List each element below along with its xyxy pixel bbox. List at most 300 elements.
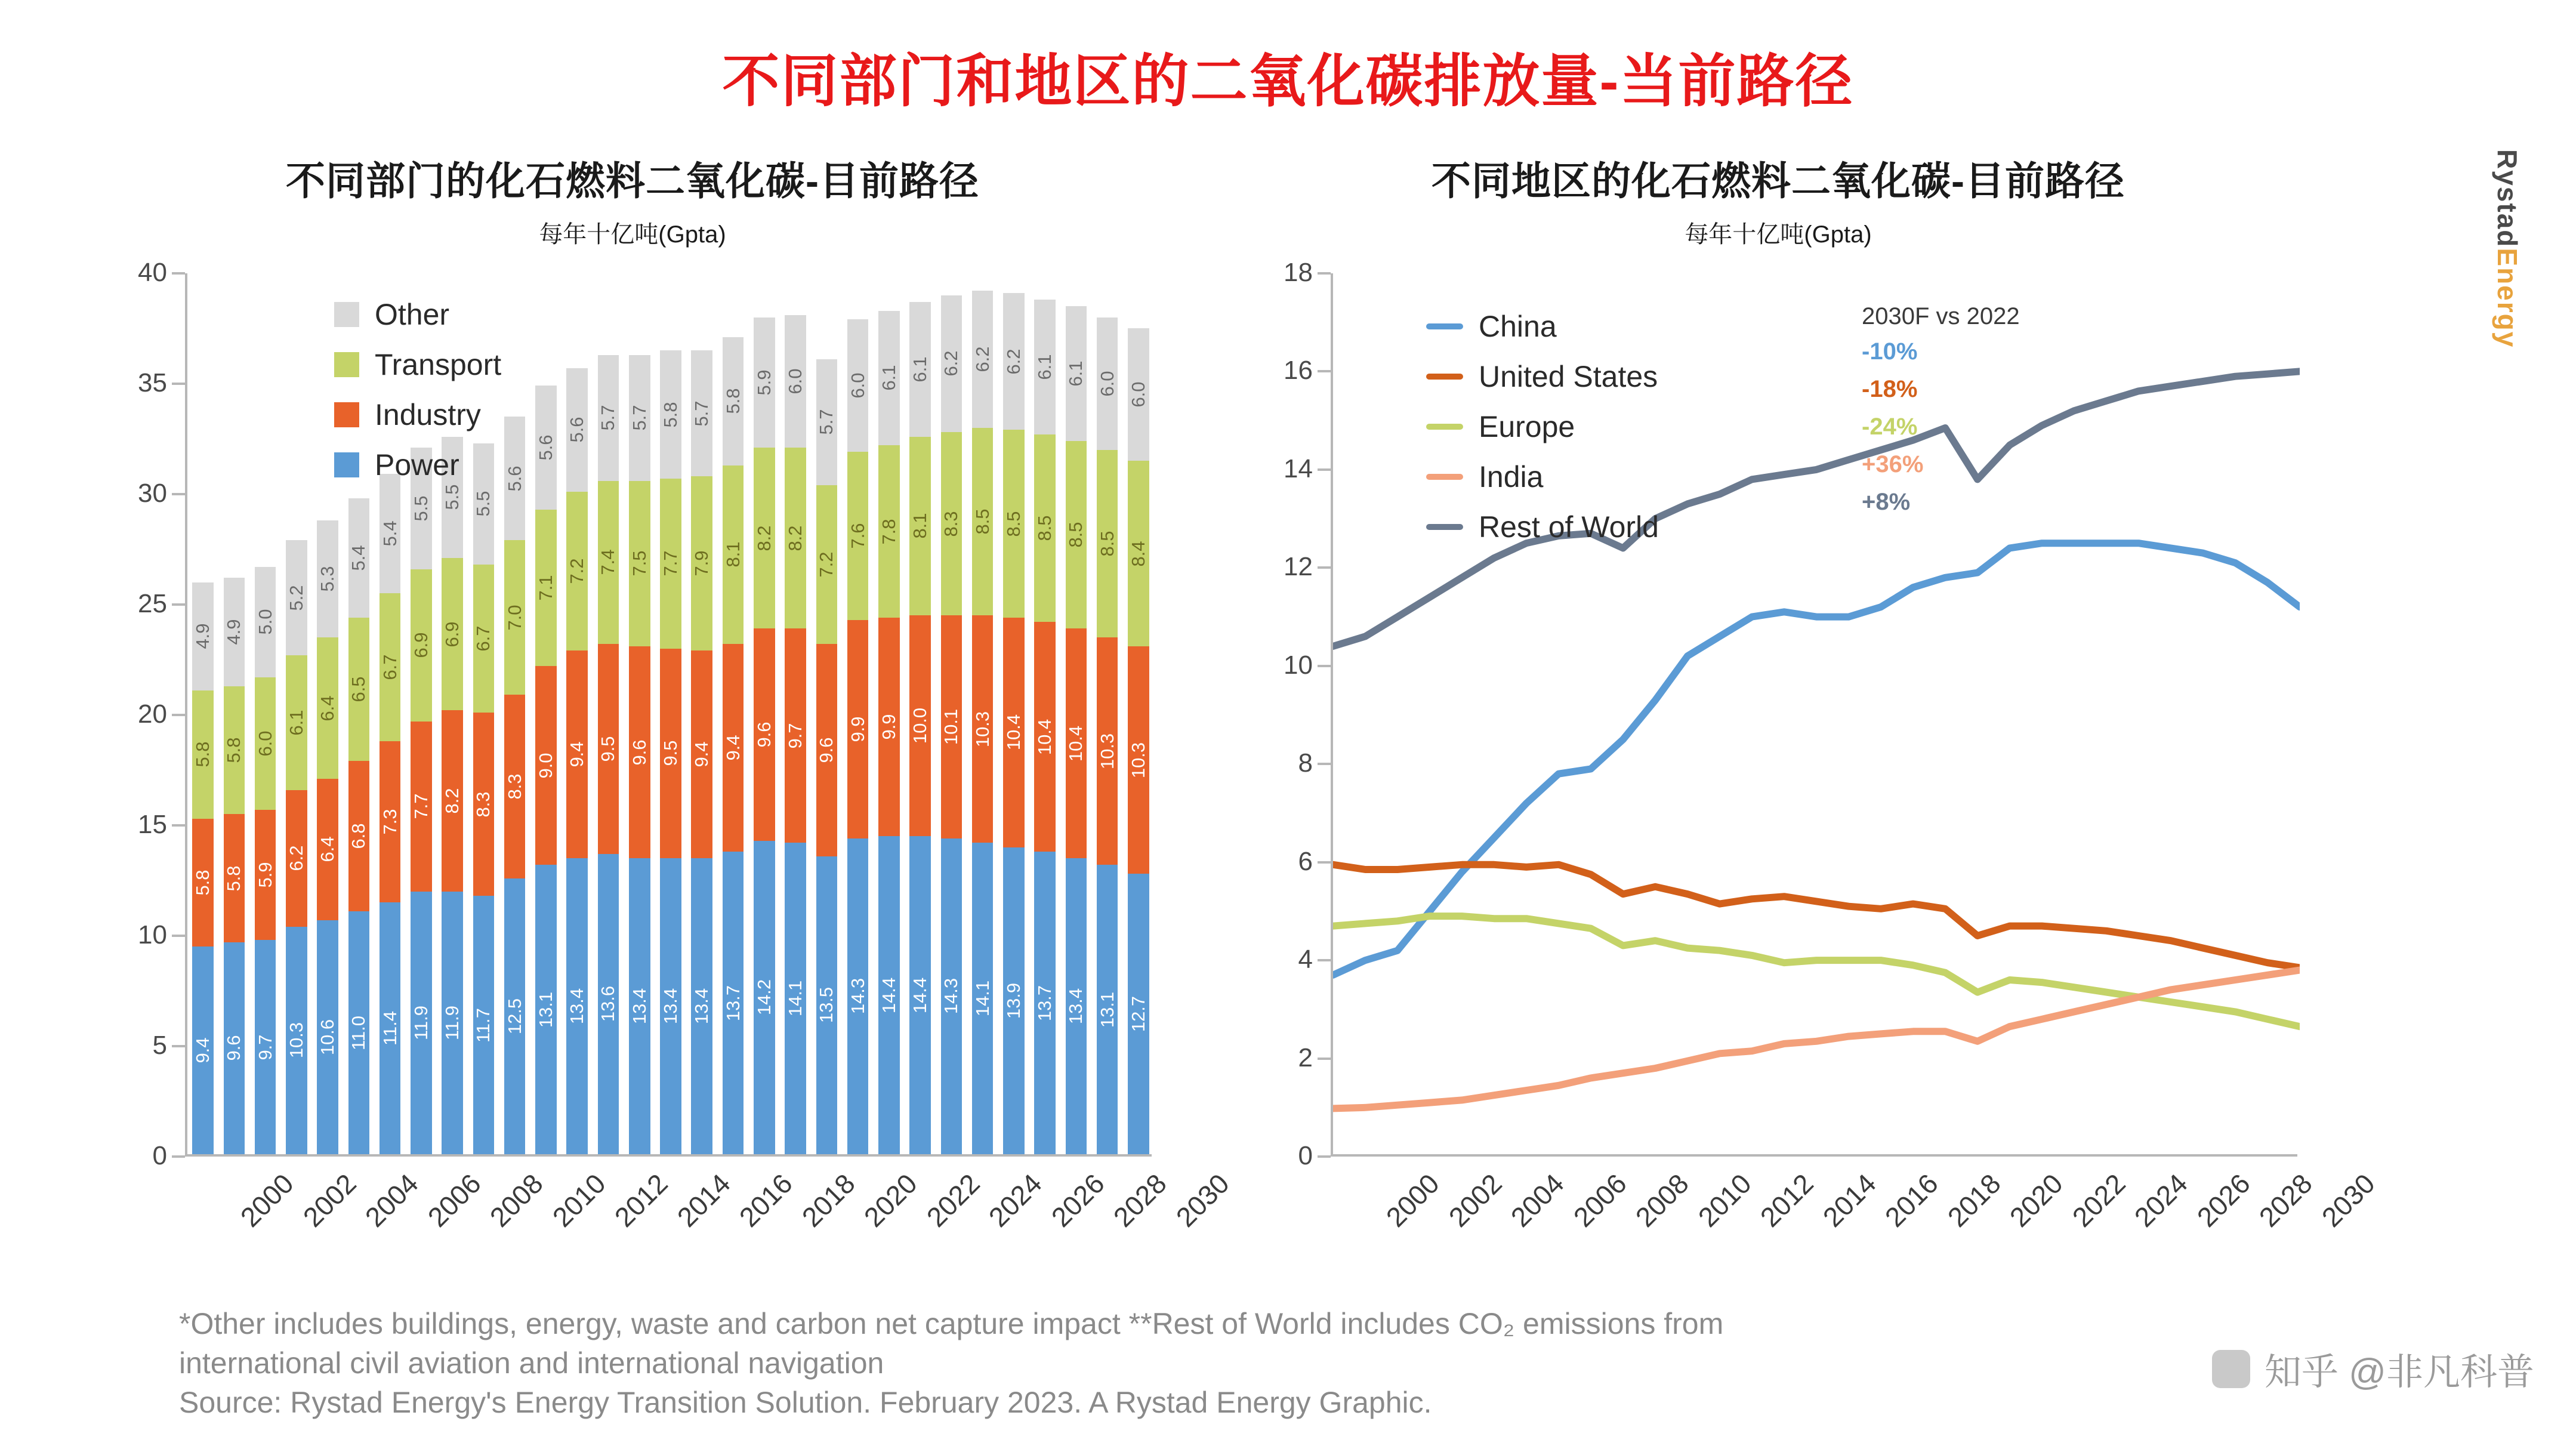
bar-segment — [847, 452, 869, 619]
x-tick-label: 2016 — [1878, 1167, 1945, 1233]
bar-value-label: 6.0 — [847, 372, 868, 399]
y-tick-label: 30 — [138, 479, 167, 508]
bar-value-label: 13.7 — [1034, 985, 1056, 1021]
bar-segment — [255, 677, 276, 810]
bar-value-label: 10.3 — [1127, 742, 1149, 778]
bar-value-label: 13.4 — [1065, 988, 1087, 1025]
y-tick-label: 6 — [1298, 846, 1313, 876]
bar-value-label: 4.9 — [223, 619, 245, 645]
bar-value-label: 8.2 — [442, 788, 463, 814]
legend-label: China — [1479, 310, 1557, 343]
line-series-china — [1333, 543, 2300, 975]
bar-segment — [286, 540, 307, 655]
legend-item-united-states — [1426, 359, 1659, 394]
bar-segment — [847, 620, 869, 838]
bar-segment — [442, 558, 463, 710]
x-tick-label: 2014 — [1816, 1167, 1882, 1233]
x-tick-label: 2026 — [2191, 1167, 2256, 1233]
legend-swatch-icon — [1426, 323, 1463, 329]
comparison-value-china: -10% — [1862, 338, 1918, 365]
left-chart-subtitle: 每年十亿吨(Gpta) — [539, 221, 726, 248]
bar-value-label: 10.4 — [1065, 725, 1087, 762]
bar-value-label: 10.0 — [909, 708, 931, 744]
x-tick-label: 2012 — [608, 1167, 674, 1233]
bar-value-label: 8.2 — [753, 525, 775, 551]
bar-segment — [1128, 874, 1149, 1154]
bar-column — [255, 567, 276, 1154]
bar-column — [1066, 306, 1087, 1154]
bar-value-label: 6.5 — [348, 676, 369, 702]
bar-value-label: 10.1 — [940, 708, 962, 745]
bar-column — [629, 355, 650, 1154]
bar-segment — [909, 302, 931, 437]
bar-column — [442, 437, 463, 1154]
bar-column — [941, 295, 962, 1154]
x-tick-label: 2008 — [483, 1167, 550, 1233]
bar-value-label: 6.0 — [1096, 371, 1118, 397]
right-legend — [1426, 309, 1659, 560]
bar-value-label: 10.3 — [971, 711, 993, 747]
bar-value-label: 6.7 — [379, 654, 400, 680]
left-plot-area — [101, 258, 1235, 1233]
legend-label-transport: Transport — [375, 348, 502, 381]
bar-value-label: 6.7 — [473, 625, 494, 652]
bar-value-label: 7.4 — [597, 549, 619, 575]
bar-column — [317, 520, 338, 1154]
bar-segment — [660, 649, 681, 859]
bar-segment — [785, 628, 806, 843]
bar-value-label: 5.5 — [410, 495, 431, 522]
x-tick-label: 2020 — [857, 1167, 924, 1233]
bar-segment — [1128, 328, 1149, 461]
bar-value-label: 5.8 — [223, 865, 245, 892]
x-tick-label: 2000 — [234, 1167, 300, 1233]
bar-column — [192, 582, 214, 1154]
x-tick-label: 2024 — [2128, 1167, 2194, 1233]
bar-segment — [286, 927, 307, 1154]
x-tick-label: 2022 — [920, 1167, 986, 1233]
bar-segment — [504, 540, 526, 695]
bar-value-label: 8.5 — [1034, 515, 1056, 541]
bar-segment — [629, 858, 650, 1154]
bar-segment — [192, 582, 214, 690]
y-tick-label: 35 — [138, 368, 167, 397]
right-plot-area — [1247, 258, 2381, 1233]
bar-value-label: 6.1 — [1065, 360, 1087, 387]
bar-segment — [504, 878, 526, 1155]
bar-segment — [1097, 637, 1118, 865]
bar-segment — [691, 650, 712, 858]
bar-value-label: 5.7 — [628, 405, 650, 431]
bar-segment — [1034, 622, 1056, 852]
y-tick-label: 4 — [1298, 945, 1313, 975]
bar-segment — [192, 947, 214, 1154]
bar-segment — [317, 637, 338, 779]
bar-segment — [941, 615, 962, 838]
bar-value-label: 6.0 — [785, 368, 806, 394]
bar-value-label: 13.4 — [659, 988, 681, 1025]
legend-item-industry — [334, 397, 501, 432]
y-tick-mark — [1318, 370, 1331, 372]
x-tick-label: 2002 — [297, 1167, 362, 1233]
x-tick-label: 2006 — [1567, 1167, 1633, 1233]
left-plot-grid — [185, 273, 1152, 1157]
bar-column — [785, 315, 806, 1154]
bar-value-label: 5.2 — [285, 585, 307, 611]
bar-column — [566, 368, 588, 1154]
bar-value-label: 8.5 — [1096, 531, 1118, 557]
bar-column — [1034, 300, 1056, 1154]
y-tick-mark — [1318, 861, 1331, 864]
bar-segment — [909, 836, 931, 1154]
bar-segment — [754, 317, 775, 448]
bar-value-label: 6.1 — [878, 365, 899, 391]
bar-segment — [629, 481, 650, 647]
bar-segment — [535, 510, 557, 667]
bar-segment — [941, 295, 962, 432]
x-tick-label: 2002 — [1442, 1167, 1508, 1233]
right-x-axis — [1331, 1163, 2381, 1294]
x-tick-label: 2004 — [1504, 1167, 1570, 1233]
bar-segment — [442, 710, 463, 891]
bar-value-label: 9.4 — [192, 1037, 214, 1063]
legend-item-china — [1426, 309, 1659, 344]
y-tick-mark — [172, 714, 185, 716]
bar-column — [473, 443, 495, 1154]
legend-item-india — [1426, 460, 1659, 494]
bar-value-label: 5.8 — [192, 870, 214, 896]
bar-value-label: 13.4 — [566, 988, 588, 1025]
bar-value-label: 9.6 — [223, 1035, 245, 1061]
bar-column — [1097, 317, 1118, 1154]
legend-swatch-transport-icon — [334, 352, 359, 377]
bar-segment — [1097, 865, 1118, 1154]
bar-segment — [348, 761, 370, 911]
bar-segment — [691, 350, 712, 476]
bar-segment — [1003, 430, 1025, 618]
bar-value-label: 6.4 — [317, 695, 338, 722]
bar-segment — [566, 858, 588, 1154]
legend-swatch-icon — [1426, 424, 1463, 430]
bar-segment — [1128, 646, 1149, 874]
legend-item-power — [334, 448, 501, 482]
bar-segment — [566, 650, 588, 858]
bar-value-label: 12.7 — [1127, 995, 1149, 1032]
bar-segment — [629, 355, 650, 481]
legend-label-power: Power — [375, 448, 459, 482]
page-title: 不同部门和地区的二氧化碳排放量-当前路径 — [722, 50, 1854, 113]
bar-value-label: 10.4 — [1002, 714, 1024, 751]
y-tick-label: 40 — [138, 258, 167, 287]
bar-value-label: 7.5 — [628, 550, 650, 576]
right-chart-title: 不同地区的化石燃料二氧化碳-目前路径 — [1432, 159, 2125, 203]
bar-segment — [473, 896, 495, 1154]
bar-value-label: 7.7 — [410, 793, 431, 819]
y-tick-label: 10 — [138, 920, 167, 949]
bar-value-label: 7.9 — [691, 550, 712, 576]
watermark — [2212, 1342, 2534, 1395]
legend-label-other: Other — [375, 298, 450, 331]
bar-value-label: 6.0 — [254, 730, 276, 757]
zhihu-logo-icon — [2212, 1350, 2250, 1388]
watermark-text: 知乎 @非凡科普 — [2264, 1352, 2534, 1393]
legend-swatch-icon — [1426, 524, 1463, 530]
bar-value-label: 5.8 — [223, 737, 245, 763]
legend-swatch-icon — [1426, 374, 1463, 380]
bar-column — [1003, 293, 1025, 1154]
bar-segment — [224, 942, 245, 1154]
bar-segment — [972, 428, 994, 616]
x-tick-label: 2018 — [795, 1167, 861, 1233]
bar-value-label: 6.2 — [1002, 349, 1024, 375]
x-tick-label: 2024 — [982, 1167, 1048, 1233]
bar-segment — [878, 836, 900, 1154]
bar-value-label: 9.4 — [566, 741, 588, 767]
line-series-india — [1333, 970, 2300, 1109]
bar-segment — [504, 695, 526, 878]
legend-item-transport — [334, 347, 501, 382]
x-tick-label: 2010 — [546, 1167, 612, 1233]
y-tick-mark — [172, 383, 185, 385]
bar-value-label: 8.3 — [473, 791, 494, 818]
bar-segment — [1066, 858, 1087, 1154]
bar-value-label: 5.8 — [192, 741, 214, 767]
x-tick-label: 2026 — [1045, 1167, 1110, 1233]
bar-segment — [380, 593, 401, 741]
x-tick-label: 2022 — [2066, 1167, 2131, 1233]
bar-segment — [660, 350, 681, 479]
bar-value-label: 9.4 — [691, 741, 712, 767]
bar-segment — [535, 386, 557, 509]
bar-value-label: 14.1 — [971, 980, 993, 1017]
bar-value-label: 9.7 — [254, 1034, 276, 1060]
bar-column — [598, 355, 619, 1154]
y-tick-mark — [1318, 272, 1331, 275]
y-tick-label: 25 — [138, 589, 167, 618]
y-tick-mark — [172, 935, 185, 937]
left-x-axis — [185, 1163, 1235, 1294]
bar-segment — [255, 810, 276, 940]
bar-segment — [972, 843, 994, 1154]
x-tick-label: 2000 — [1380, 1167, 1445, 1233]
bar-segment — [598, 355, 619, 481]
legend-swatch-icon — [1426, 474, 1463, 480]
comparison-header: 2030F vs 2022 — [1862, 303, 2020, 329]
bar-value-label: 7.7 — [659, 550, 681, 576]
bar-value-label: 13.4 — [691, 988, 712, 1025]
y-tick-mark — [172, 493, 185, 495]
bar-segment — [754, 628, 775, 840]
bar-segment — [1066, 441, 1087, 629]
bar-segment — [1097, 317, 1118, 450]
bar-column — [348, 498, 370, 1154]
bar-segment — [598, 644, 619, 854]
right-chart-subtitle: 每年十亿吨(Gpta) — [1685, 221, 1872, 248]
bar-value-label: 7.8 — [878, 519, 899, 545]
y-tick-label: 0 — [152, 1141, 167, 1170]
bar-value-label: 6.9 — [410, 632, 431, 658]
bar-value-label: 8.2 — [785, 525, 806, 551]
y-tick-mark — [1318, 665, 1331, 667]
bar-value-label: 8.4 — [1127, 541, 1149, 567]
bar-value-label: 8.3 — [940, 511, 962, 537]
legend-swatch-industry-icon — [334, 402, 359, 427]
bar-value-label: 8.1 — [909, 513, 931, 539]
bar-value-label: 12.5 — [504, 998, 525, 1034]
bar-value-label: 5.3 — [317, 566, 338, 592]
bar-value-label: 6.9 — [442, 621, 463, 648]
footnote-line-2: international civil aviation and international navigation — [179, 1346, 884, 1380]
bar-segment — [723, 337, 744, 465]
bar-segment — [1066, 628, 1087, 858]
comparison-value-rest-of-world: +8% — [1862, 489, 1911, 515]
bar-value-label: 5.9 — [753, 369, 775, 396]
bar-column — [380, 474, 401, 1154]
comparison-value-europe: -24% — [1862, 414, 1918, 440]
bar-value-label: 6.1 — [1034, 354, 1056, 380]
bar-segment — [941, 432, 962, 615]
bar-value-label: 5.6 — [504, 465, 525, 492]
comparison-box — [1862, 303, 2020, 526]
bar-value-label: 13.6 — [597, 986, 619, 1022]
bar-segment — [847, 319, 869, 452]
y-tick-mark — [172, 272, 185, 275]
bar-segment — [566, 492, 588, 650]
bar-column — [224, 578, 245, 1154]
bar-segment — [411, 569, 432, 722]
footnote-line-1: *Other includes buildings, energy, waste and carbon net capture impact **Rest of World includes CO₂ emissions from — [179, 1307, 1724, 1340]
bar-segment — [224, 814, 245, 942]
bar-value-label: 14.1 — [785, 980, 806, 1017]
bar-segment — [380, 741, 401, 902]
bar-segment — [348, 618, 370, 762]
left-chart-title: 不同部门的化石燃料二氧化碳-目前路径 — [286, 159, 979, 203]
x-tick-label: 2028 — [2253, 1167, 2319, 1233]
bar-segment — [1097, 450, 1118, 638]
line-series-europe — [1333, 916, 2300, 1026]
bar-value-label: 5.6 — [566, 417, 588, 443]
bar-value-label: 10.6 — [317, 1019, 338, 1056]
bar-segment — [816, 644, 838, 856]
bar-segment — [411, 722, 432, 892]
bar-column — [816, 359, 838, 1154]
bar-value-label: 10.3 — [1096, 733, 1118, 769]
bar-value-label: 5.5 — [442, 484, 463, 510]
bar-value-label: 13.4 — [628, 988, 650, 1025]
bar-value-label: 13.1 — [535, 991, 556, 1028]
right-chart-panel — [1247, 149, 2381, 1233]
bar-segment — [255, 567, 276, 677]
bar-value-label: 9.7 — [785, 723, 806, 749]
bar-value-label: 5.7 — [597, 405, 619, 431]
x-tick-label: 2028 — [1107, 1167, 1173, 1233]
bar-segment — [816, 485, 838, 644]
bar-segment — [691, 858, 712, 1154]
comparison-value-united-states: -18% — [1862, 376, 1918, 402]
bar-value-label: 6.2 — [971, 346, 993, 372]
bar-value-label: 14.2 — [753, 979, 775, 1016]
bar-segment — [317, 920, 338, 1154]
bar-value-label: 14.4 — [878, 977, 899, 1013]
bar-value-label: 13.5 — [816, 987, 837, 1023]
y-tick-mark — [1318, 763, 1331, 765]
bar-segment — [535, 666, 557, 865]
bar-value-label: 11.7 — [473, 1007, 494, 1043]
bar-value-label: 6.8 — [348, 823, 369, 849]
bar-value-label: 6.2 — [940, 350, 962, 377]
bar-value-label: 7.3 — [379, 809, 400, 835]
bar-segment — [1034, 852, 1056, 1154]
bar-value-label: 7.2 — [566, 558, 588, 584]
bar-segment — [348, 911, 370, 1154]
bar-value-label: 6.1 — [909, 356, 931, 383]
bar-segment — [224, 686, 245, 815]
bar-column — [847, 319, 869, 1154]
bar-value-label: 6.0 — [1127, 381, 1149, 408]
legend-label: Rest of World — [1479, 510, 1659, 544]
bar-segment — [535, 865, 557, 1154]
bar-column — [691, 350, 712, 1154]
bar-value-label: 8.3 — [504, 773, 525, 800]
bar-value-label: 6.4 — [317, 836, 338, 862]
legend-label: India — [1479, 460, 1544, 494]
legend-item-europe — [1426, 409, 1659, 444]
bar-segment — [192, 819, 214, 947]
bar-value-label: 5.8 — [659, 401, 681, 428]
bar-value-label: 4.9 — [192, 623, 214, 649]
bar-value-label: 5.8 — [722, 388, 744, 414]
bar-value-label: 5.7 — [691, 400, 712, 427]
bar-value-label: 9.6 — [628, 739, 650, 766]
y-tick-mark — [1318, 959, 1331, 961]
bar-segment — [1003, 618, 1025, 847]
bar-segment — [598, 481, 619, 645]
bar-segment — [972, 291, 994, 427]
y-tick-label: 18 — [1284, 258, 1313, 287]
bar-value-label: 5.7 — [816, 409, 837, 436]
bar-segment — [878, 445, 900, 618]
bar-column — [411, 448, 432, 1154]
y-tick-label: 0 — [1298, 1141, 1313, 1170]
bar-value-label: 11.0 — [348, 1015, 369, 1050]
bar-segment — [754, 841, 775, 1154]
bar-value-label: 9.9 — [878, 714, 899, 740]
bar-segment — [816, 359, 838, 485]
bar-value-label: 5.6 — [535, 434, 556, 461]
bar-segment — [785, 315, 806, 448]
bar-value-label: 13.9 — [1002, 982, 1024, 1019]
bar-column — [723, 337, 744, 1154]
bar-segment — [598, 854, 619, 1154]
legend-item-rest-of-world — [1426, 510, 1659, 544]
legend-label: Europe — [1479, 410, 1575, 443]
brand-part-1: Rystad — [2492, 149, 2523, 248]
bar-value-label: 9.0 — [535, 753, 556, 779]
bar-value-label: 7.0 — [504, 605, 525, 631]
bar-segment — [473, 565, 495, 713]
bar-segment — [723, 852, 744, 1154]
x-tick-label: 2030 — [1170, 1167, 1235, 1233]
bar-value-label: 9.5 — [659, 740, 681, 767]
bar-value-label: 9.5 — [597, 736, 619, 762]
bar-value-label: 11.4 — [379, 1011, 400, 1046]
bar-segment — [909, 437, 931, 616]
y-tick-label: 5 — [152, 1031, 167, 1060]
x-tick-label: 2012 — [1754, 1167, 1820, 1233]
bar-segment — [380, 902, 401, 1154]
bar-value-label: 9.6 — [753, 722, 775, 748]
bar-value-label: 11.9 — [442, 1005, 463, 1040]
